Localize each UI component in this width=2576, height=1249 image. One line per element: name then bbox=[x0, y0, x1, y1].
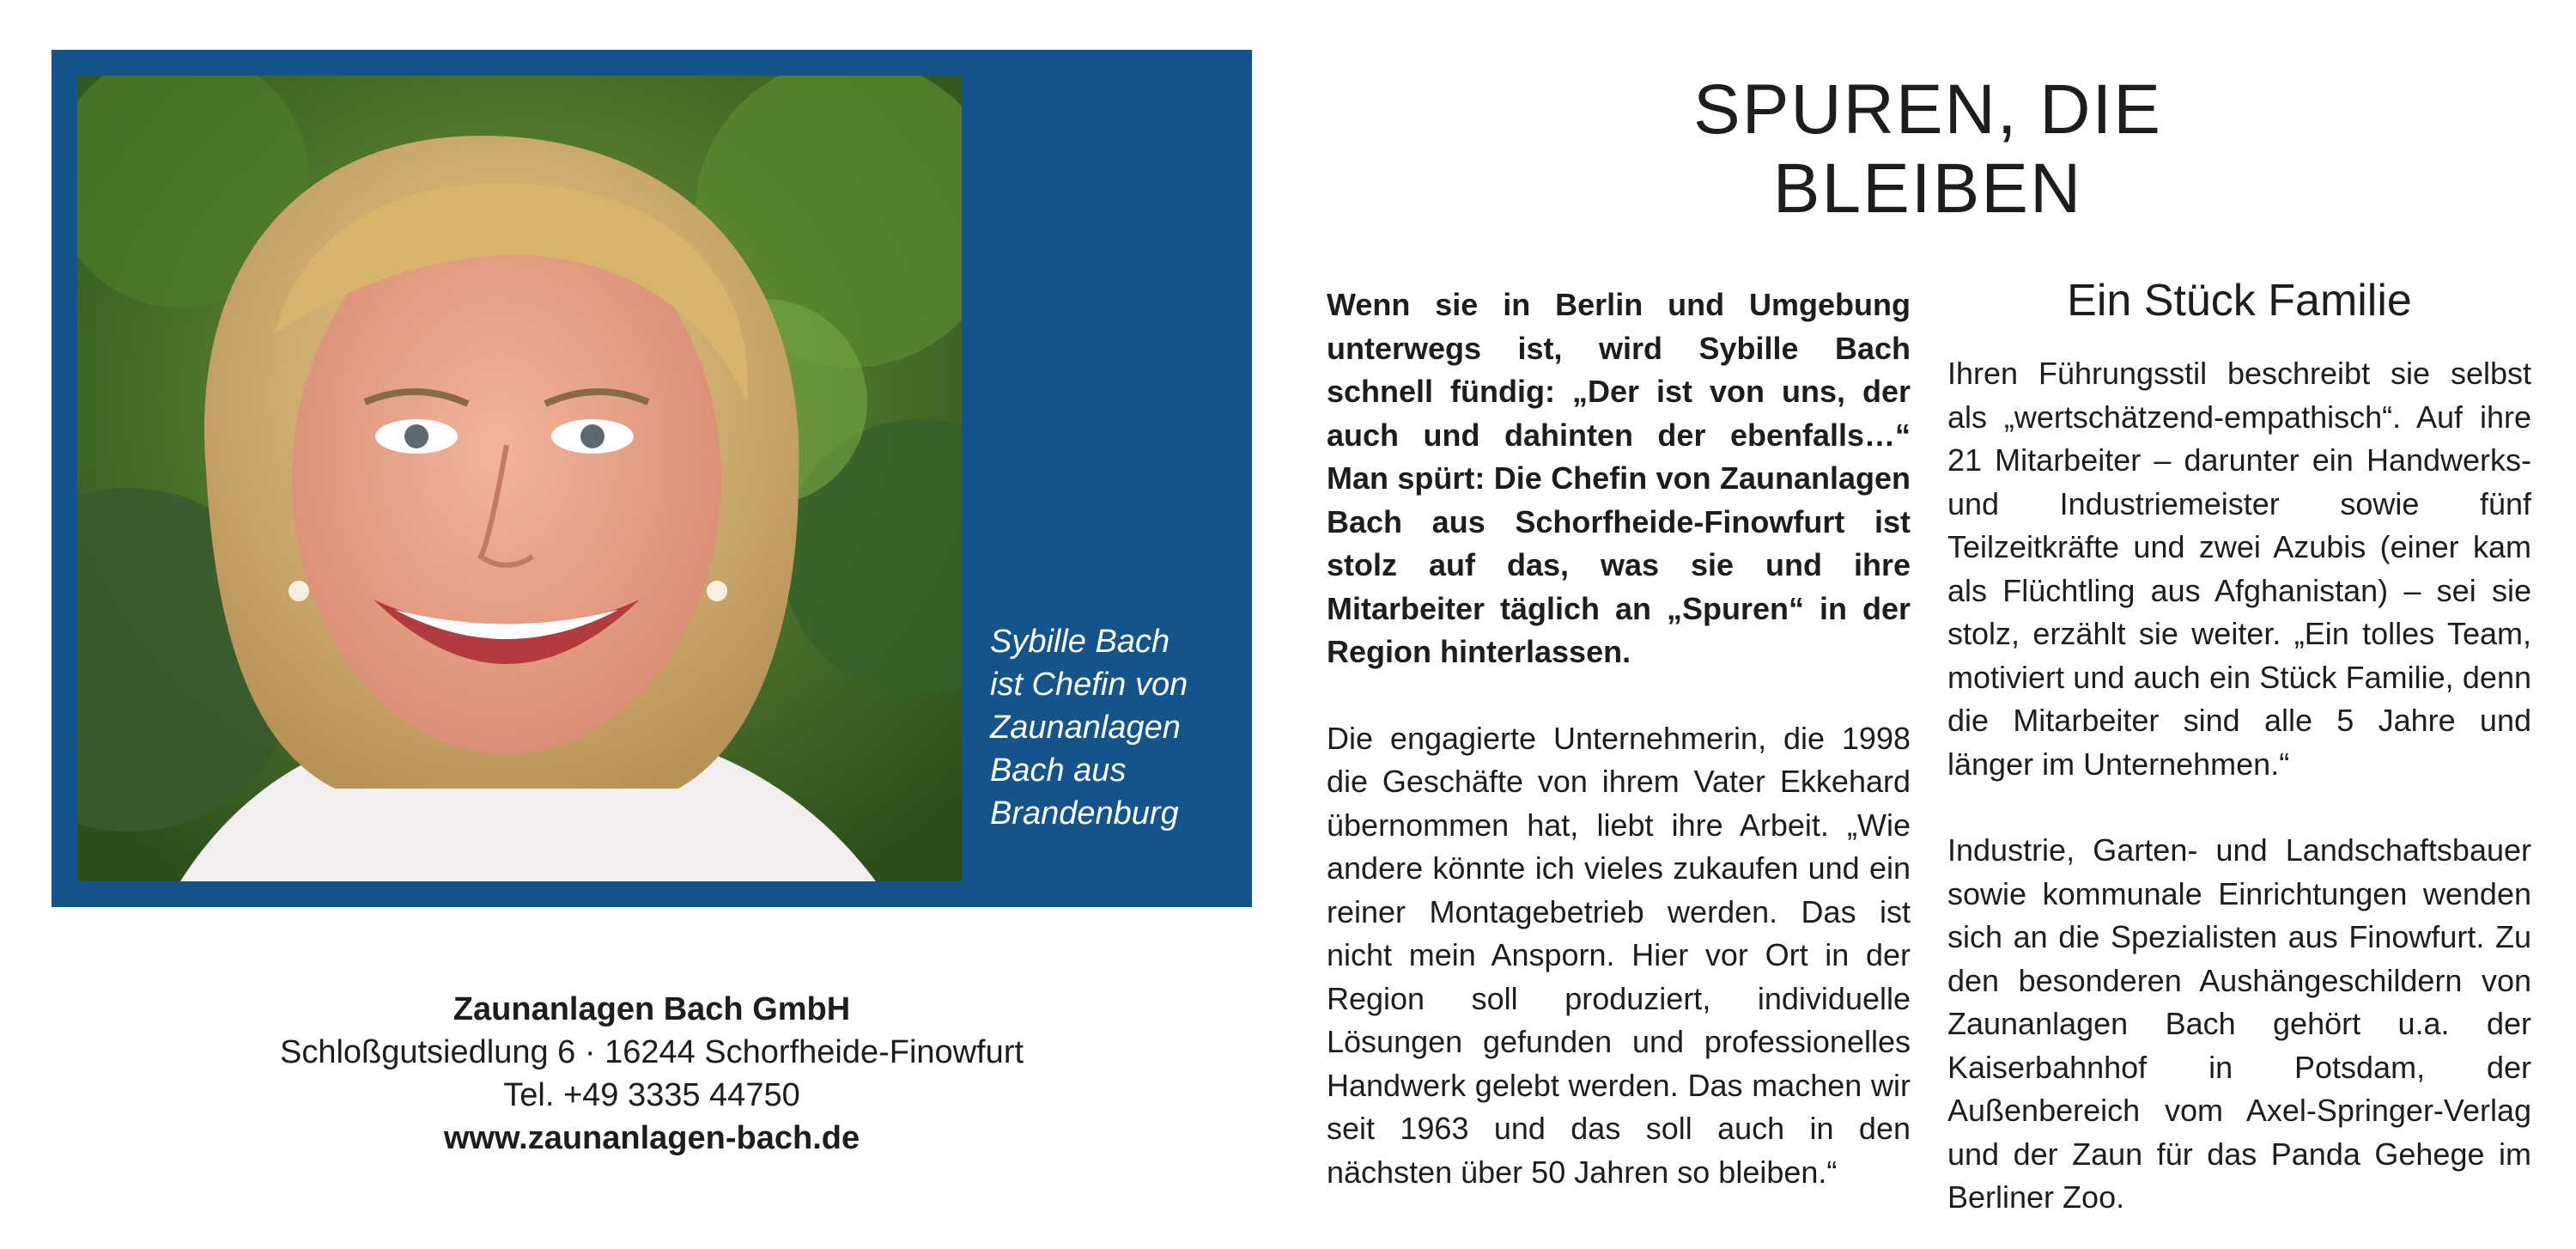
caption-line: Brandenburg bbox=[990, 795, 1179, 832]
article-subheading: Ein Stück Familie bbox=[2067, 276, 2412, 326]
article-paragraph: Die engagierte Unternehmerin, die 1998 die Geschäfte von ihrem Vater Ekkehard übernommen hat, liebt ihre Arbeit. „Wie andere könnte ich vieles zukaufen und ein reiner Montagebetrieb werden. Das ist nicht mein Ansporn. Hier vor Ort in der Region soll produziert, individuelle Lösungen gefunden und professionelles Handwerk gelebt werden. Das machen wir seit 1963 und das soll auch in den nächsten über 50 Jahren so bleiben.“ bbox=[1327, 720, 1911, 1190]
caption-line: Bach aus bbox=[990, 752, 1127, 789]
photo-caption bbox=[990, 620, 1239, 835]
article-column-right bbox=[1947, 273, 2531, 1220]
caption-line: Sybille Bach bbox=[990, 624, 1170, 660]
company-name: Zaunanlagen Bach GmbH bbox=[453, 991, 851, 1027]
portrait-illustration bbox=[77, 76, 962, 881]
contact-block bbox=[52, 988, 1252, 1160]
photo-frame bbox=[52, 50, 1252, 907]
article-lead: Wenn sie in Berlin und Umgebung unterwegs ist, wird Sybille Bach schnell fündig: „Der ist von uns, der auch und dahinten der ebenfalls…“ Man spürt: Die Chefin von Zaunanlagen Bach aus Schorfheide-Finowfurt ist stolz auf das, was sie und ihre Mitarbeiter täglich an „Spuren“ in der Region hinterlassen. bbox=[1327, 287, 1911, 669]
article-paragraph: Industrie, Garten- und Landschaftsbauer sowie kommunale Einrichtungen wenden sich an die Spezialisten aus Finowfurt. Zu den besonderen Aushängeschildern von Zaunanlagen Bach gehört u.a. der Kaiserbahnhof in Potsdam, der Außenbereich vom Axel-Springer-Verlag und der Zaun für das Panda Gehege im Berliner Zoo. bbox=[1947, 832, 2531, 1215]
article-headline: SPUREN, DIE BLEIBEN bbox=[1693, 70, 2162, 228]
caption-line: ist Chefin von bbox=[990, 667, 1188, 703]
company-phone: Tel. +49 3335 44750 bbox=[503, 1077, 800, 1113]
article-paragraph: Ihren Führungsstil beschreibt sie selbst als „wertschätzend-empathisch“. Auf ihre 21 Mitarbeiter – darunter ein Handwerks- und Industriemeister sowie fünf Teilzeitkräfte und zwei Azubis (einer kam als Flüchtling aus Afghanistan) – sei sie stolz, erzählt sie weiter. „Ein tolles Team, motiviert und auch ein Stück Familie, denn die Mitarbeiter sind alle 5 Jahre und länger im Unternehmen.“ bbox=[1947, 356, 2531, 782]
article-column-left bbox=[1327, 283, 1911, 1194]
company-website-link[interactable]: www.zaunanlagen-bach.de bbox=[443, 1120, 860, 1156]
caption-line: Zaunanlagen bbox=[990, 710, 1181, 746]
portrait-photo bbox=[77, 76, 962, 881]
company-address: Schloßgutsiedlung 6 · 16244 Schorfheide-Finowfurt bbox=[279, 1034, 1024, 1070]
